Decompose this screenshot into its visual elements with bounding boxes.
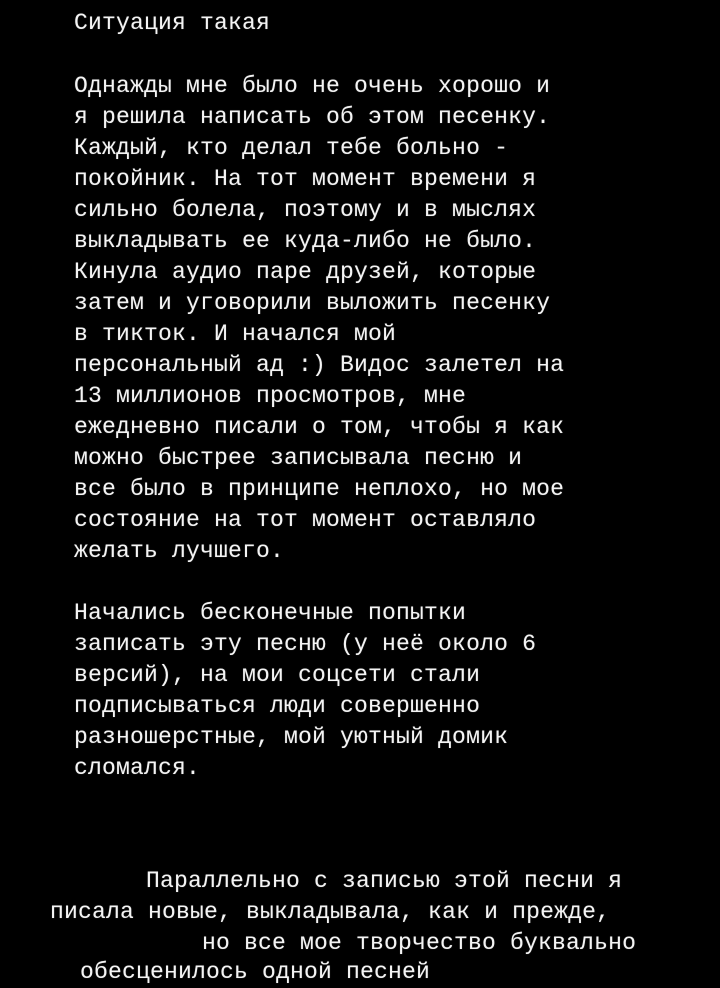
paragraph-1-line: персональный ад :) Видос залетел на <box>74 352 565 378</box>
paragraph-1-line: в тикток. И начался мой <box>74 321 397 347</box>
paragraph-1-line: желать лучшего. <box>74 538 285 564</box>
paragraph-2-line: записать эту песню (у неё около 6 <box>74 631 537 657</box>
paragraph-1-line: Каждый, кто делал тебе больно - <box>74 135 509 161</box>
paragraph-2-line: сломался. <box>74 755 201 781</box>
paragraph-3-line: Параллельно с записью этой песни я <box>146 868 623 894</box>
paragraph-1-line: затем и уговорили выложить песенку <box>74 290 551 316</box>
paragraph-1-line: 13 миллионов просмотров, мне <box>74 383 467 409</box>
paragraph-3-line: но все мое творчество буквально <box>202 930 637 956</box>
paragraph-1-line: Однажды мне было не очень хорошо и <box>74 73 551 99</box>
paragraph-2-line: подписываться люди совершенно <box>74 693 481 719</box>
story-title: Ситуация такая <box>74 10 271 36</box>
paragraph-1-line: Кинула аудио паре друзей, которые <box>74 259 537 285</box>
paragraph-1-line: можно быстрее записывала песню и <box>74 445 523 471</box>
paragraph-1-line: я решила написать об этом песенку. <box>74 104 551 130</box>
paragraph-1-line: выкладывать ее куда-либо не было. <box>74 228 537 254</box>
paragraph-1-line: сильно болела, поэтому и в мыслях <box>74 197 537 223</box>
paragraph-2-line: версий), на мои соцсети стали <box>74 662 481 688</box>
paragraph-2-line: Начались бесконечные попытки <box>74 600 467 626</box>
paragraph-1-line: покойник. На тот момент времени я <box>74 166 537 192</box>
paragraph-3-line: писала новые, выкладывала, как и прежде, <box>50 899 611 925</box>
paragraph-1-line: все было в принципе неплохо, но мое <box>74 476 565 502</box>
paragraph-3-line: обесценилось одной песней <box>80 959 431 985</box>
paragraph-1-line: состояние на тот момент оставляло <box>74 507 537 533</box>
paragraph-2-line: разношерстные, мой уютный домик <box>74 724 509 750</box>
paragraph-1-line: ежедневно писали о том, чтобы я как <box>74 414 565 440</box>
